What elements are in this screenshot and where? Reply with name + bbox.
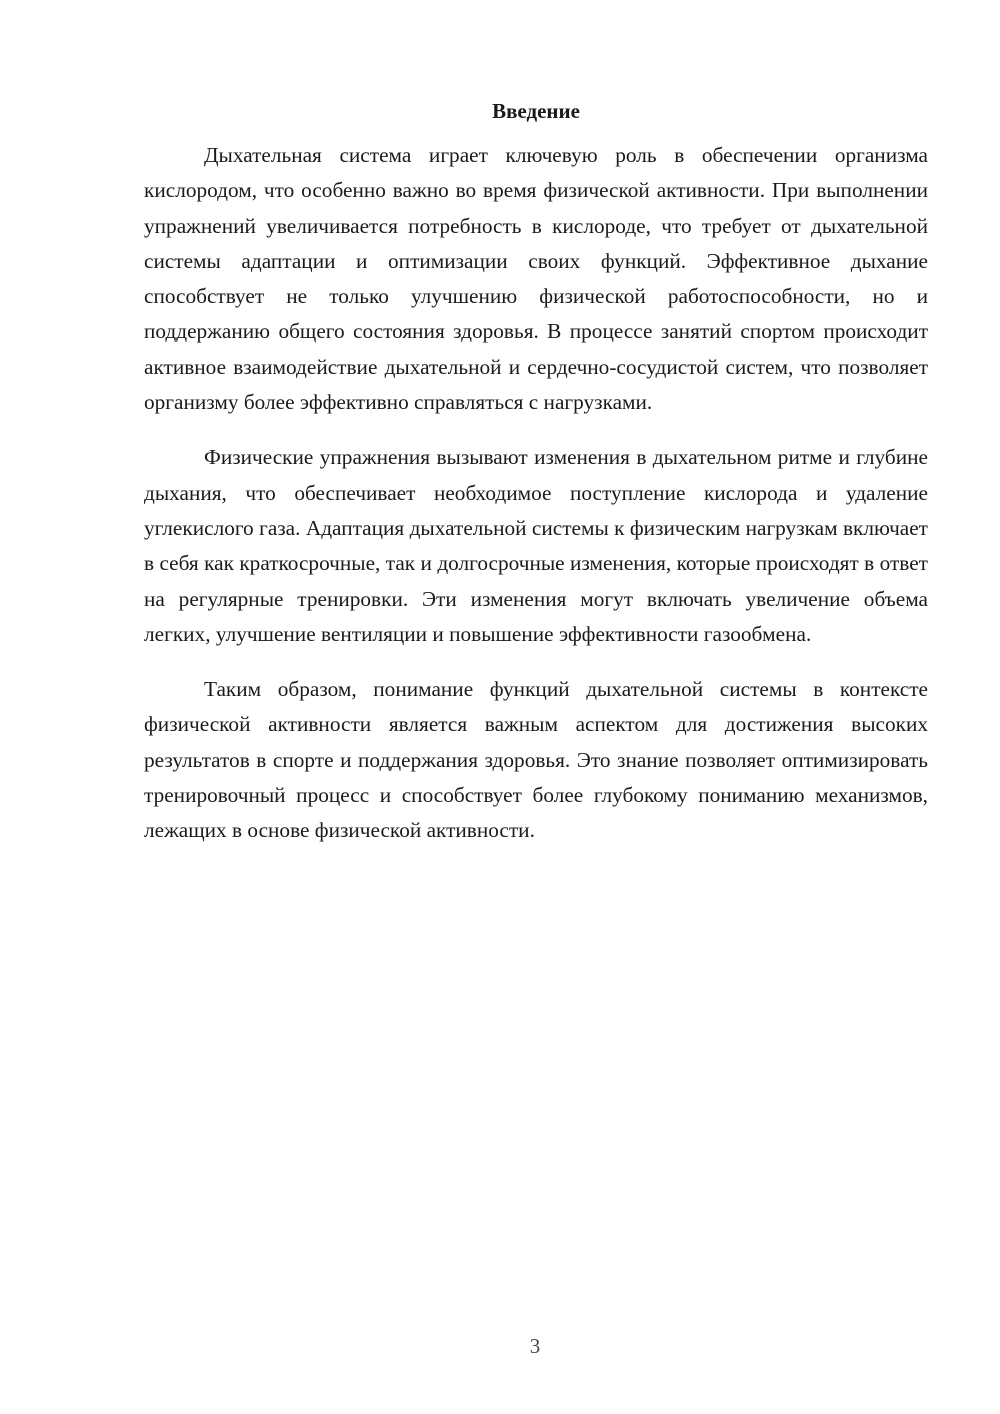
section-title: Введение	[492, 99, 580, 123]
page-number: 3	[529, 1334, 541, 1358]
page-content	[144, 96, 928, 869]
paragraph-2: Физические упражнения вызывают изменения в дыхательном ритме и глубине дыхания, что обеспечивает необходимое поступление кислорода и удаление углекислого газа. Адаптация дыхательной системы к физическим нагрузкам включает в себя как краткосрочные, так и долгосрочные изменения, которые происходят в ответ на регулярные тренировки. Эти изменения могут включать увеличение объема легких, улучшение вентиляции и повышение эффективности газообмена.	[144, 445, 928, 646]
paragraph-1: Дыхательная система играет ключевую роль в обеспечении организма кислородом, что особенно важно во время физической активности. При выполнении упражнений увеличивается потребность в кислороде, что требует от дыхательной системы адаптации и оптимизации своих функций. Эффективное дыхание способствует не только улучшению физической работоспособности, но и поддержанию общего состояния здоровья. В процессе занятий спортом происходит активное взаимодействие дыхательной и сердечно-сосудистой систем, что позволяет организму более эффективно справляться с нагрузками.	[144, 143, 928, 415]
paragraph-3: Таким образом, понимание функций дыхательной системы в контексте физической активности является важным аспектом для достижения высоких результатов в спорте и поддержания здоровья. Это знание позволяет оптимизировать тренировочный процесс и способствует более глубокому пониманию механизмов, лежащих в основе физической активности.	[144, 677, 928, 843]
